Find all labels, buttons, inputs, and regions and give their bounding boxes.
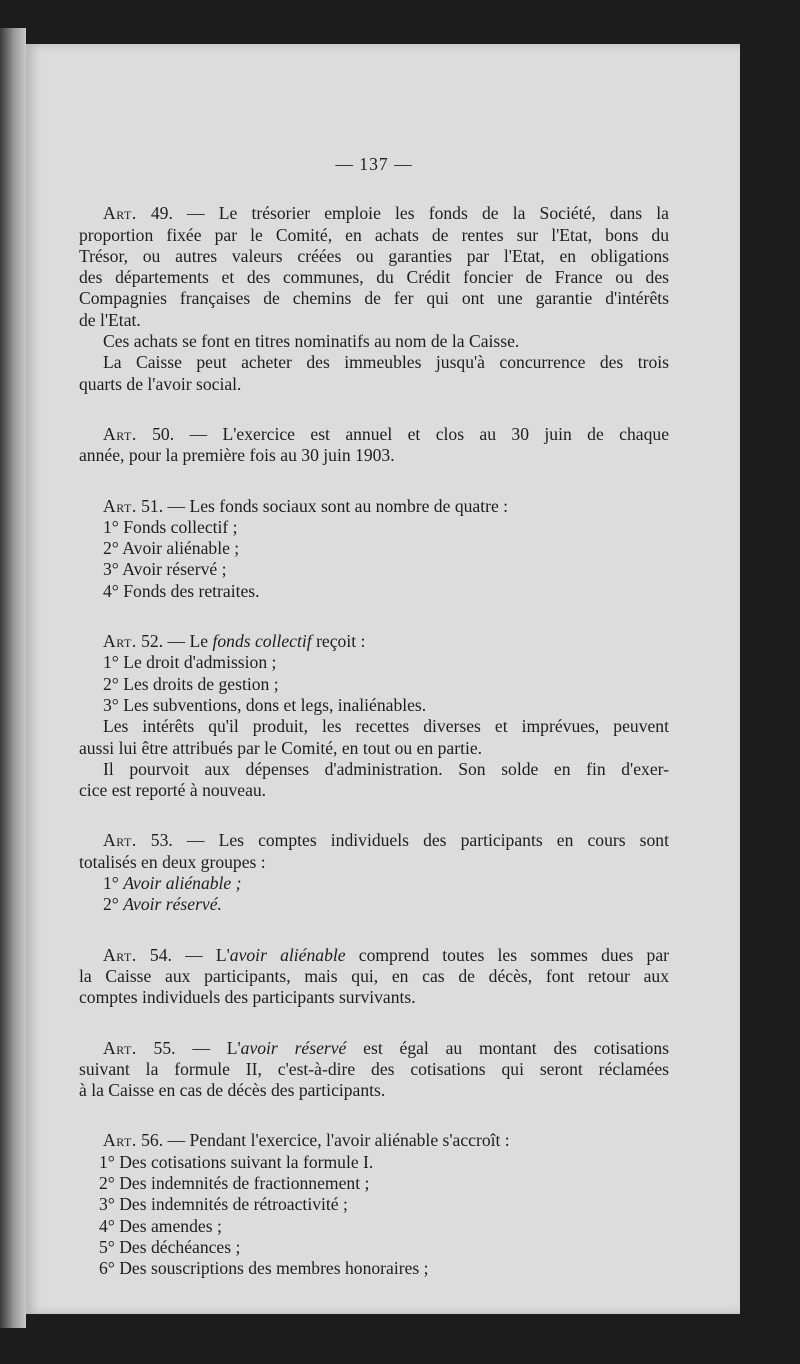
text-line: la Caisse aux participants, mais qui, en cas de décès, font retour aux bbox=[79, 965, 669, 986]
article-label: Art. bbox=[103, 1130, 137, 1151]
article-label: Art. bbox=[103, 631, 137, 652]
line-text: comprend toutes les sommes dues par bbox=[345, 944, 669, 965]
text-line bbox=[79, 945, 669, 966]
text-line bbox=[79, 1038, 669, 1059]
article-label: Art. bbox=[103, 1037, 137, 1058]
list-item: 2° Les droits de gestion ; bbox=[103, 673, 279, 694]
article-50 bbox=[79, 424, 669, 467]
article-label: Art. bbox=[103, 423, 137, 444]
text-line: quarts de l'avoir social. bbox=[79, 373, 242, 394]
article-label: Art. bbox=[103, 495, 137, 516]
text-line bbox=[79, 1130, 669, 1151]
article-53 bbox=[79, 830, 669, 915]
line-text: 51. — Les fonds sociaux sont au nombre de quatre : bbox=[136, 495, 509, 516]
text-line: année, pour la première fois au 30 juin 1903. bbox=[79, 445, 395, 466]
list-item: 1° Le droit d'admission ; bbox=[103, 652, 277, 673]
text-line bbox=[79, 496, 669, 517]
article-56 bbox=[79, 1130, 669, 1279]
text-line: proportion fixée par le Comité, en achats de rentes sur l'Etat, bons du bbox=[79, 224, 669, 245]
text-line: cice est reporté à nouveau. bbox=[79, 780, 267, 801]
text-line: de l'Etat. bbox=[79, 309, 141, 330]
line-text: 54. — L' bbox=[136, 944, 230, 965]
text-line bbox=[79, 203, 669, 224]
text-line bbox=[79, 830, 669, 851]
text-line bbox=[79, 631, 669, 652]
article-label: Art. bbox=[103, 203, 137, 224]
article-label: Art. bbox=[103, 830, 137, 851]
italic-term: Avoir réservé. bbox=[123, 894, 222, 915]
text-line: Il pourvoit aux dépenses d'administration. Son solde en fin d'exer- bbox=[103, 758, 669, 779]
line-text: 53. — Les comptes individuels des participants en cours sont bbox=[136, 830, 669, 851]
text-line: des départements et des communes, du Crédit foncier de France ou des bbox=[79, 267, 669, 288]
text-line: Les intérêts qu'il produit, les recettes diverses et imprévues, peuvent bbox=[103, 716, 669, 737]
text-line: totalisés en deux groupes : bbox=[79, 851, 266, 872]
italic-term: avoir aliénable bbox=[229, 944, 346, 965]
article-49 bbox=[79, 203, 669, 395]
list-item: 4° Des amendes ; bbox=[99, 1215, 222, 1236]
list-item: 3° Les subventions, dons et legs, inaliénables. bbox=[103, 694, 427, 715]
text-line: Ces achats se font en titres nominatifs au nom de la Caisse. bbox=[103, 331, 520, 352]
line-text: 55. — L' bbox=[136, 1037, 241, 1058]
list-item: 1° Fonds collectif ; bbox=[103, 516, 238, 537]
text-line: Trésor, ou autres valeurs créées ou garanties par l'Etat, en obligations bbox=[79, 245, 669, 266]
line-text: reçoit : bbox=[311, 631, 366, 652]
book-page bbox=[26, 44, 740, 1314]
text-line: comptes individuels des participants survivants. bbox=[79, 987, 416, 1008]
line-text: 49. — Le trésorier emploie les fonds de la Société, dans la bbox=[136, 203, 669, 224]
line-text: 56. — Pendant l'exercice, l'avoir aliénable s'accroît : bbox=[136, 1130, 510, 1151]
text-line: aussi lui être attribués par le Comité, en tout ou en partie. bbox=[79, 737, 483, 758]
text-line: La Caisse peut acheter des immeubles jusqu'à concurrence des trois bbox=[103, 352, 669, 373]
article-51 bbox=[79, 496, 669, 602]
italic-term: fonds collectif bbox=[212, 631, 312, 652]
line-text: est égal au montant des cotisations bbox=[346, 1037, 669, 1058]
article-55 bbox=[79, 1038, 669, 1102]
list-item: 2° Des indemnités de fractionnement ; bbox=[99, 1172, 370, 1193]
list-item: 1° Des cotisations suivant la formule I. bbox=[99, 1151, 374, 1172]
text-line: suivant la formule II, c'est-à-dire des cotisations qui seront réclamées bbox=[79, 1058, 669, 1079]
facing-page-edge bbox=[0, 28, 26, 1328]
page-text bbox=[79, 154, 669, 1308]
article-label: Art. bbox=[103, 944, 137, 965]
italic-term: avoir réservé bbox=[240, 1037, 347, 1058]
item-number: 1° bbox=[103, 873, 119, 894]
text-line: Compagnies françaises de chemins de fer qui ont une garantie d'intérêts bbox=[79, 288, 669, 309]
text-line: à la Caisse en cas de décès des participants. bbox=[79, 1080, 386, 1101]
line-text: 52. — Le bbox=[136, 631, 213, 652]
list-item: 4° Fonds des retraites. bbox=[103, 580, 260, 601]
page-number: — 137 — bbox=[335, 154, 413, 174]
list-item: 6° Des souscriptions des membres honoraires ; bbox=[99, 1258, 429, 1279]
list-item: 3° Des indemnités de rétroactivité ; bbox=[99, 1194, 348, 1215]
list-item bbox=[103, 894, 669, 915]
list-item: 2° Avoir aliénable ; bbox=[103, 538, 240, 559]
article-52 bbox=[79, 631, 669, 801]
list-item bbox=[103, 873, 669, 894]
line-text: 50. — L'exercice est annuel et clos au 30 juin de chaque bbox=[136, 423, 669, 444]
item-number: 2° bbox=[103, 894, 119, 915]
italic-term: Avoir aliénable ; bbox=[123, 873, 242, 894]
list-item: 3° Avoir réservé ; bbox=[103, 559, 227, 580]
text-line bbox=[79, 424, 669, 445]
article-54 bbox=[79, 945, 669, 1009]
list-item: 5° Des déchéances ; bbox=[99, 1236, 241, 1257]
